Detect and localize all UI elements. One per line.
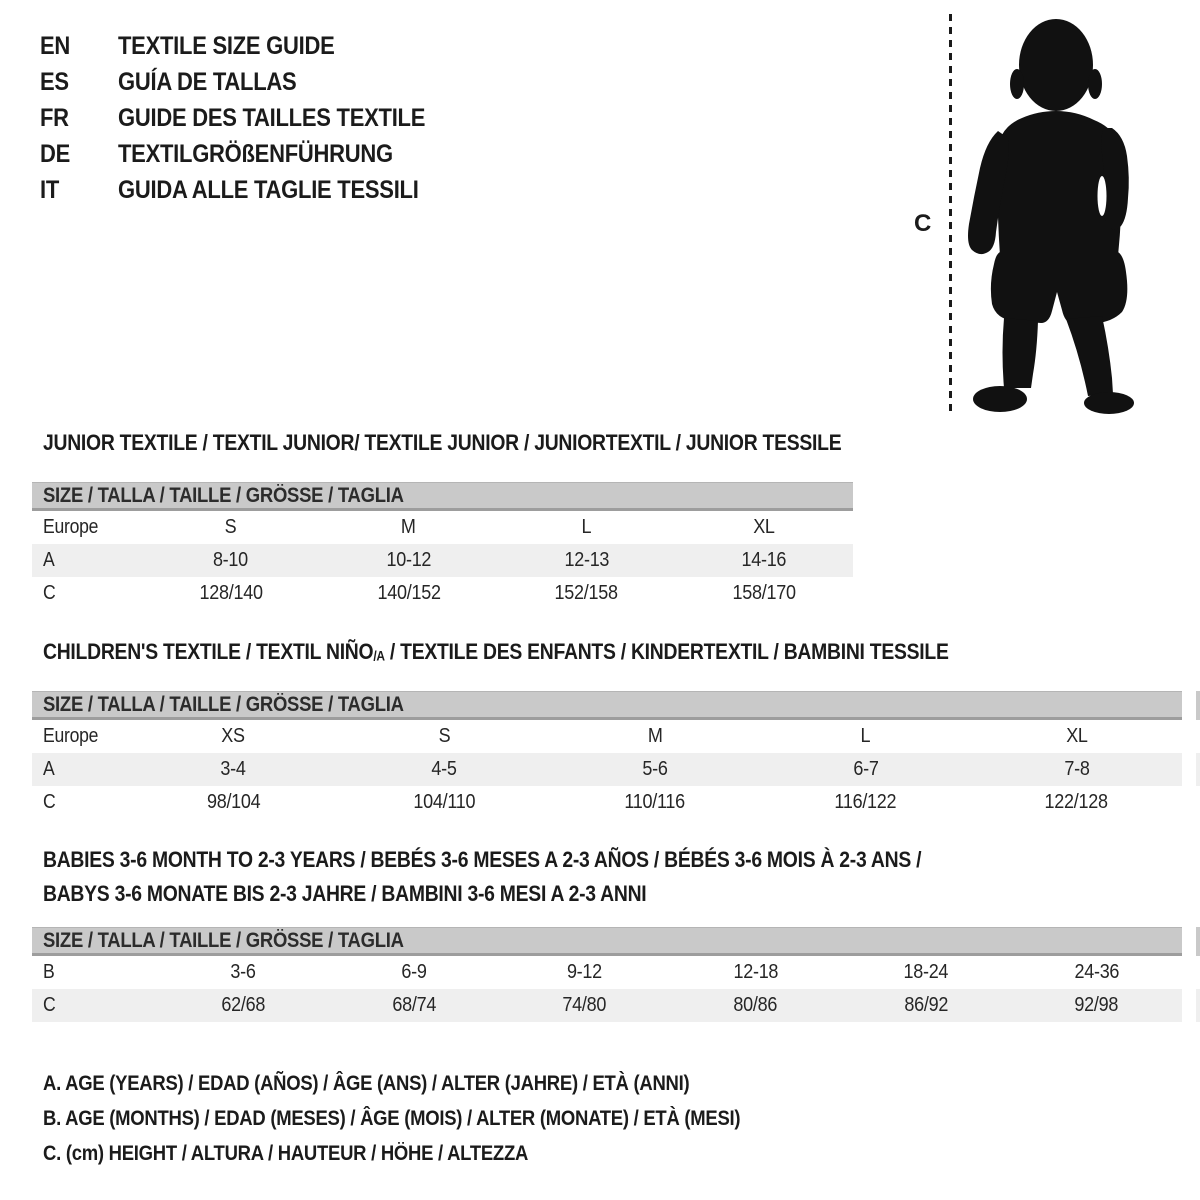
- table-cell: 158/170: [732, 582, 796, 604]
- table-cell: 86/92: [904, 994, 948, 1016]
- lang-row-fr: [40, 100, 467, 136]
- guide-title: TEXTILGRÖßENFÜHRUNG: [118, 140, 393, 168]
- table-cell: 12-13: [564, 549, 609, 571]
- table-cell: XL: [1065, 725, 1088, 747]
- guide-title: GUIDA ALLE TAGLIE TESSILI: [118, 176, 419, 204]
- table-cell: S: [224, 516, 237, 538]
- table-cell: 68/74: [392, 994, 436, 1016]
- table-right-edge-artifact: [1196, 927, 1200, 956]
- junior-size-table: [32, 482, 853, 610]
- measurement-legend: [43, 1066, 835, 1171]
- table-cell: 5-6: [642, 758, 668, 780]
- table-cell: 10-12: [386, 549, 431, 571]
- table-cell: 122/128: [1044, 791, 1109, 813]
- table-cell: 98/104: [206, 791, 261, 813]
- table-cell: 116/122: [834, 791, 897, 813]
- row-label: Europe: [43, 725, 99, 747]
- lang-row-it: [40, 172, 467, 208]
- table-cell: XL: [753, 516, 775, 538]
- height-measure-dashed-line: [949, 14, 952, 416]
- lang-code: FR: [40, 104, 69, 132]
- table-cell: 104/110: [413, 791, 476, 813]
- table-cell: 24-36: [1074, 961, 1120, 983]
- table-cell: 18-24: [903, 961, 949, 983]
- table-cell: L: [581, 516, 592, 538]
- table-row: [32, 956, 1182, 989]
- junior-section-title: JUNIOR TEXTILE / TEXTIL JUNIOR/ TEXTILE JUNIOR / JUNIORTEXTIL / JUNIOR TESSILE: [43, 430, 842, 455]
- table-cell: 7-8: [1063, 758, 1090, 780]
- table-cell: 14-16: [741, 549, 787, 571]
- table-cell: 128/140: [199, 582, 263, 604]
- guide-title: TEXTILE SIZE GUIDE: [118, 32, 335, 60]
- row-label: C: [43, 994, 56, 1016]
- table-cell: XS: [221, 725, 246, 747]
- children-section-title: CHILDREN'S TEXTILE / TEXTIL NIÑO/A / TEXTILE DES ENFANTS / KINDERTEXTIL / BAMBINI TESSILE: [43, 639, 949, 664]
- table-row: [32, 786, 1182, 819]
- table-cell: 6-9: [401, 961, 427, 983]
- lang-row-en: [40, 28, 467, 64]
- table-row: [32, 511, 853, 544]
- row-label: A: [43, 758, 55, 780]
- size-header-bar: SIZE / TALLA / TAILLE / GRÖSSE / TAGLIA: [32, 927, 1182, 956]
- lang-code: EN: [40, 32, 71, 60]
- lang-row-de: [40, 136, 467, 172]
- babies-section-title: BABIES 3-6 MONTH TO 2-3 YEARS / BEBÉS 3-6 MESES A 2-3 AÑOS / BÉBÉS 3-6 MOIS À 2-3 ANS / BABYS 3-6 MONATE BIS 2-3 JAHRE / BAMBINI 3-6 MESI A 2-3 ANNI: [43, 847, 922, 906]
- language-title-block: [40, 28, 467, 208]
- row-label: C: [43, 582, 56, 604]
- height-measure-label: C: [914, 210, 932, 237]
- table-cell: 6-7: [853, 758, 879, 780]
- table-cell: 152/158: [554, 582, 618, 604]
- legend-line-b: B. AGE (MONTHS) / EDAD (MESES) / ÂGE (MOIS) / ALTER (MONATE) / ETÀ (MESI): [43, 1107, 741, 1130]
- size-header-bar: SIZE / TALLA / TAILLE / GRÖSSE / TAGLIA: [32, 691, 1182, 720]
- table-cell: 62/68: [221, 994, 266, 1016]
- table-cell: 9-12: [567, 961, 603, 983]
- table-cell: 140/152: [377, 582, 441, 604]
- table-cell: 12-18: [732, 961, 778, 983]
- guide-title: GUÍA DE TALLAS: [118, 68, 297, 96]
- babies-size-table: [32, 927, 1182, 1022]
- nino-a-subscript: /A: [373, 648, 385, 664]
- table-row: [32, 753, 1182, 786]
- children-size-table: [32, 691, 1182, 819]
- lang-row-es: [40, 64, 467, 100]
- legend-line-a: A. AGE (YEARS) / EDAD (AÑOS) / ÂGE (ANS) / ALTER (JAHRE) / ETÀ (ANNI): [43, 1072, 690, 1095]
- lang-code: DE: [40, 140, 71, 168]
- table-cell: 80/86: [733, 994, 778, 1016]
- row-label: B: [43, 961, 55, 983]
- table-row: [32, 577, 853, 610]
- table-cell: M: [401, 516, 416, 538]
- table-cell: M: [647, 725, 663, 747]
- table-cell: L: [860, 725, 871, 747]
- lang-code: IT: [40, 176, 60, 204]
- legend-line-c: C. (cm) HEIGHT / ALTURA / HAUTEUR / HÖHE / ALTEZZA: [43, 1142, 529, 1165]
- row-label: Europe: [43, 516, 99, 538]
- table-right-edge-artifact: [1196, 989, 1200, 1022]
- lang-code: ES: [40, 68, 69, 96]
- table-cell: 4-5: [431, 758, 457, 780]
- row-label: A: [43, 549, 55, 571]
- table-cell: 3-6: [230, 961, 256, 983]
- table-row: [32, 989, 1182, 1022]
- table-cell: 92/98: [1074, 994, 1119, 1016]
- table-cell: 74/80: [562, 994, 607, 1016]
- table-right-edge-artifact: [1196, 691, 1200, 720]
- table-cell: 110/116: [624, 791, 686, 813]
- row-label: C: [43, 791, 56, 813]
- table-right-edge-artifact: [1196, 753, 1200, 786]
- table-cell: S: [438, 725, 451, 747]
- table-row: [32, 544, 853, 577]
- toddler-silhouette: [962, 16, 1140, 418]
- size-header-bar: SIZE / TALLA / TAILLE / GRÖSSE / TAGLIA: [32, 482, 853, 511]
- guide-title: GUIDE DES TAILLES TEXTILE: [118, 104, 426, 132]
- table-row: [32, 720, 1182, 753]
- table-cell: 8-10: [213, 549, 249, 571]
- table-cell: 3-4: [220, 758, 247, 780]
